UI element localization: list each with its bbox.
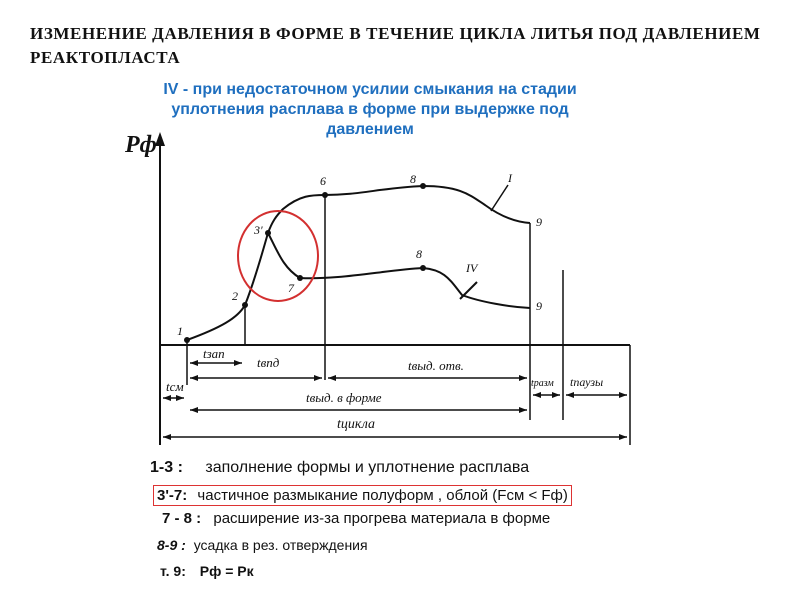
label-t-pauzy: tпаузы	[570, 375, 604, 389]
label-6: 6	[320, 174, 326, 188]
note-1-text: заполнение формы и уплотнение расплава	[205, 459, 530, 476]
note-1	[150, 459, 529, 477]
diagram-subtitle: IV - при недостаточном усилии смыкания на стадии уплотнения расплава в форме при выдержке под давлением	[163, 81, 577, 138]
curve-label-IV: IV	[466, 261, 478, 275]
note-4-text: усадка в рез. отверждения	[193, 537, 368, 553]
note-4	[157, 537, 368, 553]
label-9-lower: 9	[536, 299, 542, 313]
point-3	[265, 230, 271, 236]
curve-label-I: I	[508, 171, 512, 185]
label-1: 1	[177, 324, 183, 338]
pointer-I	[491, 185, 508, 211]
note-5-text: Pф = Pк	[199, 563, 254, 579]
label-t-zap: tзап	[203, 346, 225, 361]
label-t-vpd: tвпд	[257, 355, 280, 370]
label-8-upper: 8	[410, 172, 416, 186]
label-t-vyd-v-forme: tвыд. в форме	[306, 390, 382, 405]
slide-title: ИЗМЕНЕНИЕ ДАВЛЕНИЯ В ФОРМЕ В ТЕЧЕНИЕ ЦИКЛА ЛИТЬЯ ПОД ДАВЛЕНИЕМ РЕАКТОПЛАСТА	[30, 24, 761, 67]
label-t-sm: tсм	[166, 379, 184, 394]
highlight-circle	[238, 211, 318, 301]
label-9-upper: 9	[536, 215, 542, 229]
label-2: 2	[232, 289, 238, 303]
note-3	[162, 510, 550, 527]
note-2	[153, 485, 572, 506]
note-1-key: 1-3 :	[150, 459, 183, 476]
point-6	[322, 192, 328, 198]
point-8-lower	[420, 265, 426, 271]
label-7: 7	[288, 281, 294, 295]
label-t-vyd-otv: tвыд. отв.	[408, 358, 464, 373]
point-7	[297, 275, 303, 281]
note-3-key: 7 - 8 :	[162, 510, 202, 527]
note-5	[160, 563, 254, 579]
note-2-key: 3'-7:	[157, 487, 188, 504]
note-2-text: частичное размыкание полуформ , облой (Fсм < Fф)	[197, 487, 568, 504]
note-5-key: т. 9:	[160, 563, 186, 579]
label-t-cikla: tцикла	[337, 417, 375, 432]
label-3: 3'	[254, 223, 263, 237]
point-8-upper	[420, 183, 426, 189]
curve-IV	[268, 233, 530, 308]
label-8-lower: 8	[416, 247, 422, 261]
note-3-text: расширение из-за прогрева материала в форме	[213, 510, 551, 527]
label-t-razm: tразм	[531, 378, 554, 389]
note-4-key: 8-9 :	[157, 537, 186, 553]
y-axis-label: Pф	[125, 132, 157, 158]
